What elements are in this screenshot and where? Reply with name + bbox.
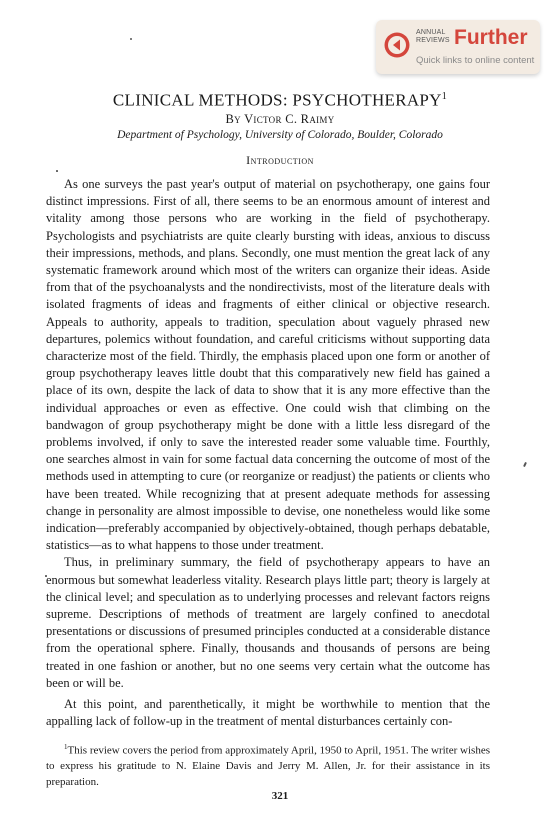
article-title	[0, 87, 560, 111]
article-body	[46, 176, 490, 731]
badge-subtitle: Quick links to online content	[416, 55, 535, 66]
scan-speck	[45, 575, 47, 577]
body-paragraph: Thus, in preliminary summary, the field of psychotherapy appears to have an enormous but somewhat leaderless vitality. Research plays little part; theory is largely at the clinical level; and speculation as to underlying processes and relevant factors reigns supreme. Descriptions of methods of treatment are largely confined to anecdotal presentations or discussions of presumed principles conducted at a considerable distance from the operational sphere. Finally, thousands and thousands of persons are being treated in one fashion or another, but no one seems very certain what the outcome has been or will be.	[46, 555, 490, 690]
section-heading: Introduction	[246, 153, 314, 167]
badge-publisher-label	[416, 29, 450, 45]
article-author: By Victor C. Raimy	[225, 112, 335, 126]
page-number: 321	[271, 790, 289, 802]
play-arrow-icon	[384, 32, 410, 58]
article-title-text: CLINICAL METHODS: PSYCHOTHERAPY	[112, 90, 442, 110]
scan-speck	[523, 462, 527, 467]
title-footnote-mark: 1	[441, 91, 448, 102]
body-paragraph: At this point, and parenthetically, it might be worthwhile to mention that the appalling lack of follow-up in the treatment of mental disturbances certainly con-	[46, 697, 490, 729]
footnote-mark: 1	[64, 743, 68, 751]
scan-speck	[130, 38, 132, 40]
further-badge[interactable]	[376, 20, 540, 74]
badge-small-top: ANNUAL	[416, 29, 446, 36]
scan-speck	[56, 170, 58, 172]
body-paragraph: As one surveys the past year's output of material on psychotherapy, one gains four distinct impressions. First of all, there seems to be an enormous amount of interest and vitality among those persons who are working in the field of psychotherapy. Psychologists and psychiatrists are quite clearly bursting with ideas, anxious to discuss their impressions, methods, and plans. Secondly, one must mention the great lack of any systematic framework around which most of the writers can organize their ideas. Aside from that of the psychoanalysts and the nondirectivists, most of the literature deals with isolated fragments of ideas and fragments of either clinical or objective research. Appeals to authority, appeals to tradition, speculation about vaguely phrased new departures, polemics without foundation, and careful criticisms without supporting data characterize most of the field. Thirdly, the emphasis placed upon one form or another of group psychotherapy leaves little doubt that this comparatively new field has gained a place of its own, despite the lack of data to show that it is any more effective than the individual approaches or even as effective. One could wish that climbing on the bandwagon of group psychotherapy might be done with a little less disregard of the problems involved, if only to save the interested reader some valuable time. Fourthly, one searches almost in vain for some factual data concerning the outcome of most of the methods used in attempting to cure (or reorganize or readjust) the patients or clients who have been treated. While recognizing that at present adequate methods for assessing change in personality are almost impossible to devise, one nonetheless would like some indication—preferably accompanied by objectively-obtained, though perhaps debatable, statistics—as to what happens to those under treatment.	[46, 177, 490, 553]
footnote	[46, 740, 490, 790]
badge-small-bottom: REVIEWS	[416, 37, 450, 44]
author-affiliation: Department of Psychology, University of Colorado, Boulder, Colorado	[117, 129, 443, 141]
footnote-text	[46, 740, 490, 790]
badge-further-label: Further	[454, 26, 528, 49]
footnote-body: This review covers the period from approximately April, 1950 to April, 1951. The writer wishes to express his gratitude to N. Elaine Davis and Jerry M. Allen, Jr. for their assistance in its preparation.	[46, 744, 490, 788]
